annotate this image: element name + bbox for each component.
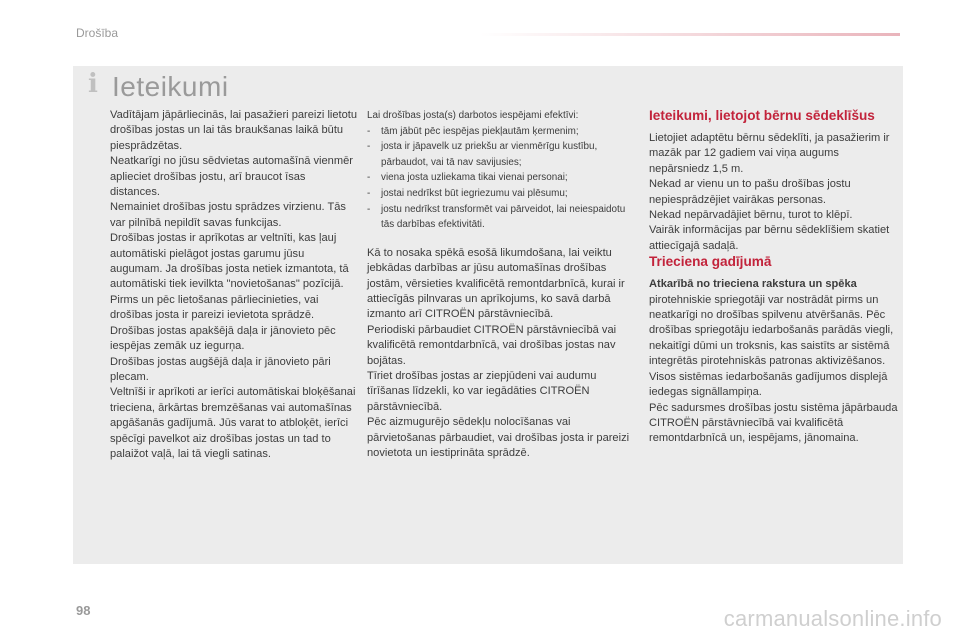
bullet-list (367, 124, 631, 233)
page-number: 98 (76, 603, 91, 618)
list-item: - jostu nedrīkst transformēt vai pārveidot, lai neiespaidotu tās darbības efektivitāti. (367, 202, 631, 233)
bullet-intro: Lai drošības josta(s) darbotos iespējami efektīvi: (367, 110, 579, 121)
column-middle (367, 108, 631, 461)
watermark: carmanualsonline.info (723, 606, 942, 631)
info-icon: i (88, 69, 98, 99)
column-right (649, 108, 899, 447)
impact-text: pirotehniskie spriegotāji var nostrādāt pirms un neatkarīgi no drošības spilvenu atvēršanās. Pēc drošības spriegotāju iedarbošanās parādās viegli, nekaitīgi dūmi un troksnis, kas saistīts ar sistēmā integrētās pirotehniskās patronas aktivizēšanos. Visos sistēmas iedarbošanās gadījumos displejā iedegas signāllampiņa. Pēc sadursmes drošības jostu sistēma jāpārbauda CITROËN pārstāvniecībā vai kvalificētā remontdarbnīcā un, iespējams, jānomaina. (649, 293, 898, 445)
impact-bold-lead: Atkarībā no trieciena rakstura un spēka (649, 278, 857, 291)
col1-text: Vadītājam jāpārliecinās, lai pasažieri pareizi lietotu drošības jostas un lai tās braukšanas laikā būtu piesprādzētas. Neatkarīgi no jūsu sēdvietas automašīnā vienmēr aplieciet drošības jostu, arī braucot īsas distances. Nemainiet drošības jostu sprādzes virzienu. Tās var pilnībā nepildīt savas funkcijas. Drošības jostas ir aprīkotas ar veltnīti, kas ļauj automātiski pielāgot jostas garumu jūsu augumam. Ja drošības josta netiek izmantota, tā automātiski tiek ievilkta "novietošanas" pozīcijā. Pirms un pēc lietošanas pārliecinieties, vai drošības josta ir pareizi ievietota sprādzē. Drošības jostas apakšējā daļa ir jānovieto pēc iespējas zemāk uz iegurņa. Drošības jostas augšējā daļa ir jānovieto pāri plecam. Veltnīši ir aprīkoti ar ierīci automātiskai bloķēšanai trieciena, ārkārtas bremzēšanas vai automašīnas apgāšanās gadījumā. Jūs varat to atbloķēt, ierīci spēcīgi pavelkot aiz drošības jostas un tad to palaižot vaļā, lai tā viegli satinas. (110, 109, 358, 460)
header-accent-bar (480, 33, 900, 36)
panel-title: Ieteikumi (112, 71, 229, 102)
impact-heading: Trieciena gadījumā (649, 254, 772, 270)
list-item: - jostai nedrīkst būt iegriezumu vai plēsumu; (367, 186, 631, 202)
section-title: Drošība (76, 26, 119, 40)
impact-paragraph (649, 277, 899, 446)
col2-text: Kā to nosaka spēkā esošā likumdošana, lai veiktu jebkādas darbības ar jūsu automašīnas drošības jostām, vērsieties kvalificētā remontdarbnīcā, kurai ir attiecīgās pilnvaras un aprīkojums, ko savā darbā izmanto arī CITROËN pārstāvniecībā. Periodiski pārbaudiet CITROËN pārstāvniecībā vai kvalificētā remontdarbnīcā, vai drošības jostas nav bojātas. Tīriet drošības jostas ar ziepjūdeni vai audumu tīrīšanas līdzekli, ko var iegādāties CITROËN pārstāvniecībā. Pēc aizmugurējo sēdekļu nolocīšanas vai pārvietošanas pārbaudiet, vai drošības josta ir pareizi novietota un iestiprināta sprādzē. (367, 246, 630, 460)
column-left (110, 108, 358, 462)
list-item: - viena josta uzliekama tikai vienai personai; (367, 170, 631, 186)
list-item: - josta ir jāpavelk uz priekšu ar vienmērīgu kustību, pārbaudot, vai tā nav savijusies; (367, 139, 631, 170)
list-item: - tām jābūt pēc iespējas piekļautām ķermenim; (367, 124, 631, 140)
child-seat-heading: Ieteikumi, lietojot bērnu sēdeklīšus (649, 108, 875, 123)
child-seat-text: Lietojiet adaptētu bērnu sēdeklīti, ja pasažierim ir mazāk par 12 gadiem vai viņa augums nepārsniedz 1,5 m. Nekad ar vienu un to pašu drošības jostu nepiesprādzējiet vairākas personas. Nekad nepārvadājiet bērnu, turot to klēpī. Vairāk informācijas par bērnu sēdeklīšiem skatiet attiecīgajā sadaļā. (649, 132, 890, 252)
